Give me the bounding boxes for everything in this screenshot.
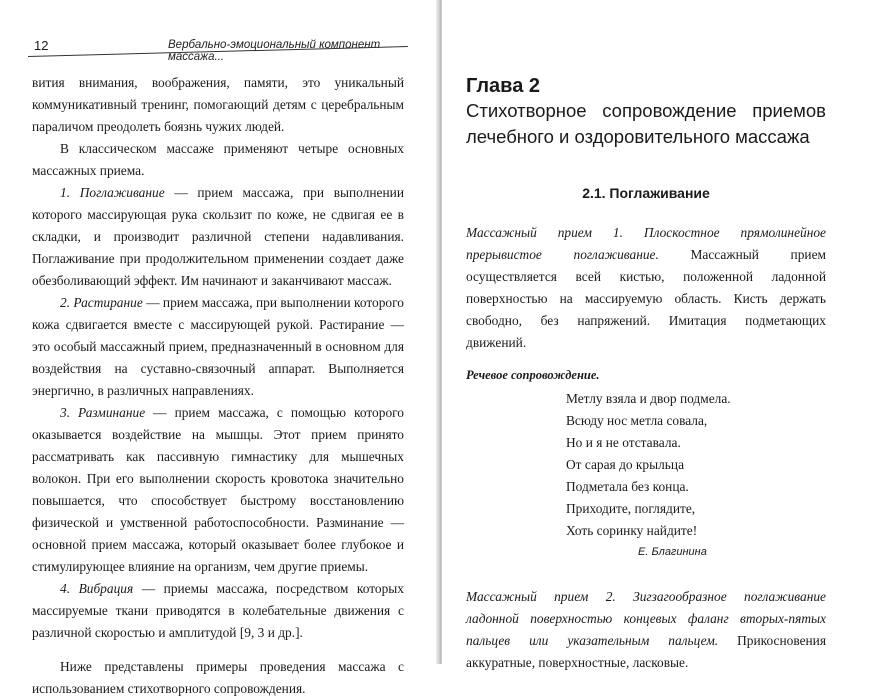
chapter-title: Стихотворное сопровождение приемов лечебного и оздоровительного массажа xyxy=(466,100,826,147)
poem xyxy=(566,388,826,542)
technique-rubbing xyxy=(32,292,404,402)
paragraph: вития внимания, воображения, памяти, это уникальный коммуникативный тренинг, помогающий детям с церебральным параличом преодолеть боязнь чужих людей. xyxy=(32,75,404,134)
closing-paragraph: Ниже представлены примеры проведения массажа с использованием стихотворного сопровождения. xyxy=(32,659,404,696)
technique-1 xyxy=(466,222,826,354)
technique-2 xyxy=(466,586,826,674)
technique-label: Массажный прием 1. Плоскостное прямолинейное прерывистое поглаживание. xyxy=(466,225,826,262)
technique-kneading xyxy=(32,402,404,578)
technique-text: — прием массажа, с помощью которого оказывается воздействие на мышцы. Этот прием принято рассматривать как пассивную гимнастику для мышечных волокон. При его выполнении скорость кровотока значительно повышается, что способствует быстрому восстановлению физической и умственной работоспособности. Разминание — основной прием массажа, который оказывает более глубокое и стимулирующее влияние на организм, чем другие приемы. xyxy=(32,405,404,574)
chapter-number: Глава 2 xyxy=(466,75,541,97)
technique-term: 4. Вибрация xyxy=(60,581,134,596)
technique-text: Массажный прием осуществляется всей кистью, положенной ладонной поверхностью на массируемую область. Кисть держать свободно, без напряжений. Имитация подметающих движений. xyxy=(466,247,826,350)
right-text-column xyxy=(466,74,826,674)
speech-label: Речевое сопровождение. xyxy=(466,368,600,382)
technique-label: Массажный прием 2. Зигзагообразное поглаживание ладонной поверхностью концевых фаланг вторых-пятых пальцев или указательным пальцем. xyxy=(466,589,826,648)
poem-line: Но и я не отставала. xyxy=(566,435,681,450)
poem-author: Е. Благинина xyxy=(638,546,707,558)
poem-line: Приходите, поглядите, xyxy=(566,501,696,516)
technique-term: 3. Разминание xyxy=(60,405,146,420)
technique-text: — прием массажа, при выполнении которого кожа сдвигается вместе с массирующей рукой. Растирание — это особый массажный прием, предназначенный в основном для воздействия на суставно-связочный аппарат. Выполняется энергично, в различных направлениях. xyxy=(32,295,404,398)
poem-line: Всюду нос метла совала, xyxy=(566,413,708,428)
paragraph: В классическом массаже применяют четыре основных массажных приема. xyxy=(32,141,404,178)
poem-line: Подметала без конца. xyxy=(566,479,689,494)
technique-term: 2. Растирание xyxy=(60,295,143,310)
technique-stroking xyxy=(32,182,404,292)
page-number: 12 xyxy=(34,38,49,53)
left-page xyxy=(0,0,438,696)
running-header xyxy=(28,34,418,63)
technique-text: Прикосновения аккуратные, поверхностные, ласковые. xyxy=(466,633,827,670)
poem-line: Хоть соринку найдите! xyxy=(566,523,698,538)
technique-text: — приемы массажа, посредством которых массируемые ткани приводятся в колебательные движения с различной скоростью и амплитудой [9, 3 и др.]. xyxy=(32,581,405,640)
section-title: 2.1. Поглаживание xyxy=(582,185,710,201)
poem-line: От сарая до крыльца xyxy=(566,457,685,472)
left-text-column xyxy=(32,72,404,700)
running-title: Вербально-эмоциональный компонент массажа... xyxy=(168,39,381,63)
technique-term: 1. Поглаживание xyxy=(60,185,165,200)
technique-text: — прием массажа, при выполнении которого массирующая рука скользит по коже, не сдвигая ее в складки, и производит различной степени надавливания. Поглаживание при продолжительном применении создает даже обезболивающий эффект. Им начинают и заканчивают массаж. xyxy=(32,185,404,288)
poem-line: Метлу взяла и двор подмела. xyxy=(566,391,731,406)
technique-vibration xyxy=(32,578,404,644)
